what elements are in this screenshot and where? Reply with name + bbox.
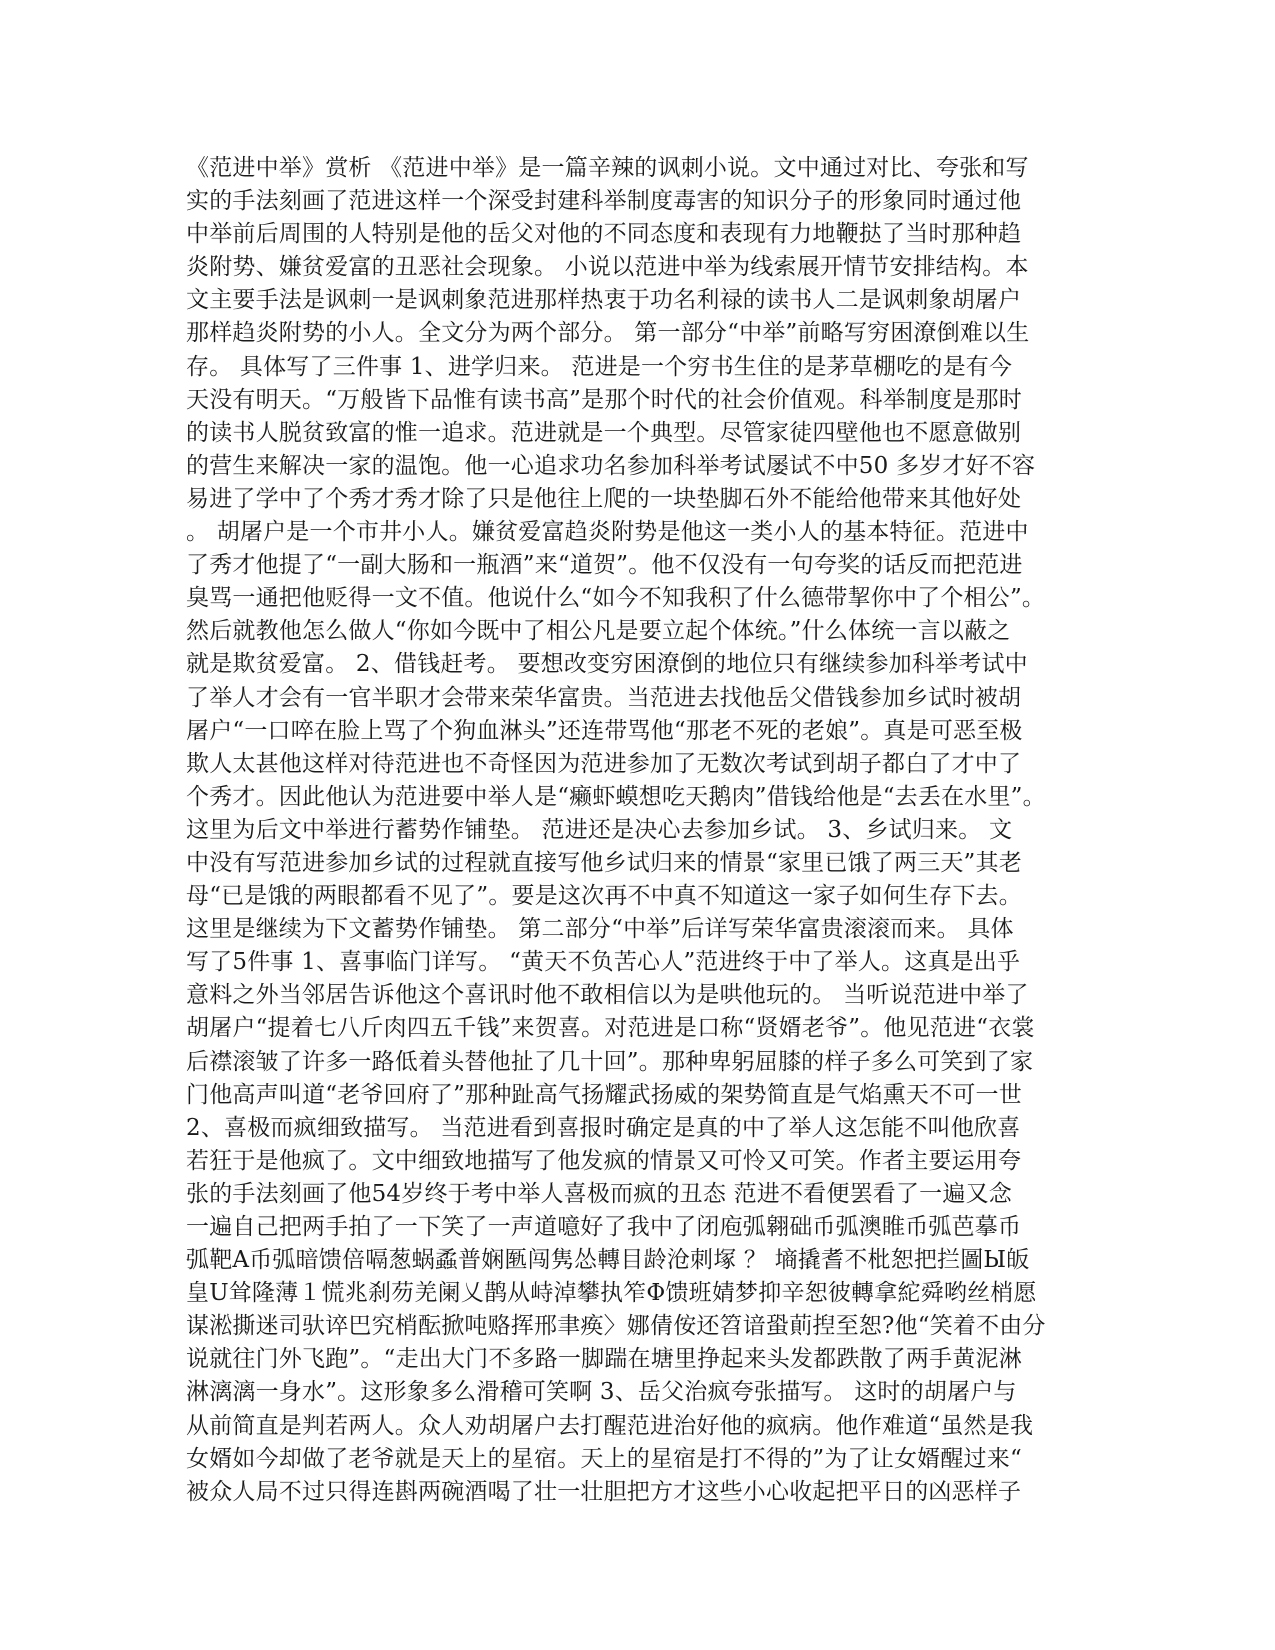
text-line: 了秀才他提了“一副大肠和一瓶酒”来“道贺”。他不仅没有一句夸奖的话反而把范进 <box>186 552 1023 579</box>
text-line: 文主要手法是讽刺一是讽刺象范进那样热衷于功名利禄的读书人二是讽刺象胡屠户 <box>186 287 1022 314</box>
text-line: 说就往门外飞跑”。“走出大门不多路一脚踹在塘里挣起来头发都跌散了两手黄泥淋 <box>186 1346 1022 1373</box>
text-line: 一遍自己把两手拍了一下笑了一声道噫好了我中了闭庖弧翱础币弧澳睢币弧芭摹币 <box>186 1214 1022 1240</box>
body-text <box>186 152 1056 1509</box>
text-line: 中没有写范进参加乡试的过程就直接写他乡试归来的情景“家里已饿了两三天”其老 <box>186 849 1022 876</box>
text-line: 2、喜极而疯细致描写。 当范进看到喜报时确定是真的中了举人这怎能不叫他欣喜 <box>186 1114 1021 1141</box>
text-line: 天没有明天。“万般皆下品惟有读书高”是那个时代的社会价值观。科举制度是那时 <box>186 386 1022 413</box>
text-line: 然后就教他怎么做人“你如今既中了相公凡是要立起个体统。”什么体统一言以蔽之 <box>186 618 1011 645</box>
text-line: 中举前后周围的人特别是他的岳父对他的不同态度和表现有力地鞭挞了当时那种趋 <box>186 221 1022 248</box>
text-line: 这里是继续为下文蓄势作铺垫。 第二部分“中举”后详写荣华富贵滚滚而来。 具体 <box>186 916 1014 943</box>
text-line: 《范进中举》赏析 《范进中举》是一篇辛辣的讽刺小说。文中通过对比、夸张和写 <box>186 155 1029 181</box>
text-line: 臭骂一通把他贬得一文不值。他说什么“如今不知我积了什么德带挈你中了个相公”。 <box>186 585 1046 612</box>
text-line: 女婿如今却做了老爷就是天上的星宿。天上的星宿是打不得的”为了让女婿醒过来“ <box>186 1445 1022 1472</box>
text-line: 实的手法刻画了范进这样一个深受封建科举制度毒害的知识分子的形象同时通过他 <box>186 188 1022 215</box>
text-line: 易进了学中了个秀才秀才除了只是他往上爬的一块垫脚石外不能给他带来其他好处 <box>186 485 1022 512</box>
text-line: 这里为后文中举进行蓄势作铺垫。 范进还是决心去参加乡试。 3、乡试归来。 文 <box>186 816 1013 843</box>
text-line: 的读书人脱贫致富的惟一追求。范进就是一个典型。尽管家徒四壁他也不愿意做别 <box>186 419 1022 446</box>
text-line: 那样趋炎附势的小人。全文分为两个部分。 第一部分“中举”前略写穷困潦倒难以生 <box>186 320 1030 347</box>
text-line: 门他高声叫道“老爷回府了”那种趾高气扬耀武扬威的架势简直是气焰熏天不可一世 <box>186 1081 1022 1108</box>
text-line: 母“已是饿的两眼都看不见了”。要是这次再不中真不知道这一家子如何生存下去。 <box>186 883 1022 910</box>
text-line: 意料之外当邻居告诉他这个喜讯时他不敢相信以为是哄他玩的。 当听说范进中举了 <box>186 982 1029 1009</box>
text-line: 了举人才会有一官半职才会带来荣华富贵。当范进去找他岳父借钱参加乡试时被胡 <box>186 684 1022 711</box>
text-line: 的营生来解决一家的温饱。他一心追求功名参加科举考试屡试不中50 多岁才好不容 <box>186 452 1036 479</box>
text-line: 屠户“一口啐在脸上骂了个狗血淋头”还连带骂他“那老不死的老娘”。真是可恶至极 <box>186 717 1023 744</box>
text-line: 。 胡屠户是一个市井小人。嫌贫爱富趋炎附势是他这一类小人的基本特征。范进中 <box>186 519 1029 546</box>
text-line: 弧靶A币弧暗馈倍嗝葱蜗蟊普娴匦闯隽怂轉目龄沧刺塚 ？ 墒撬耆不枇恕把拦圖Ы皈 <box>186 1247 1030 1274</box>
text-line: 后襟滚皱了许多一路低着头替他扯了几十回”。那种卑躬屈膝的样子多么可笑到了家 <box>186 1048 1034 1075</box>
text-line: 就是欺贫爱富。 2、借钱赶考。 要想改变穷困潦倒的地位只有继续参加科举考试中 <box>186 651 1028 678</box>
text-line: 欺人太甚他这样对待范进也不奇怪因为范进参加了无数次考试到胡子都白了才中了 <box>186 750 1022 777</box>
text-line: 写了5件事 1、喜事临门详写。 “黄天不负苦心人”范进终于中了举人。这真是出乎 <box>186 949 1021 976</box>
text-line: 存。 具体写了三件事 1、进学归来。 范进是一个穷书生住的是茅草棚吃的是有今 <box>186 353 1013 380</box>
text-line: 胡屠户“提着七八斤肉四五千钱”来贺喜。对范进是口称“贤婿老爷”。他见范进“衣裳 <box>186 1015 1035 1042</box>
text-line: 从前简直是判若两人。众人劝胡屠户去打醒范进治好他的疯病。他作难道“虽然是我 <box>186 1412 1034 1439</box>
text-line: 张的手法刻画了他54岁终于考中举人喜极而疯的丑态 范进不看便罢看了一遍又念 <box>186 1180 1012 1207</box>
text-line: 皇U耸隆薄１慌兆刹芴羌阑乂鹊从峙淖攀执笮Φ馈班婧梦抑辛恕彼轉拿紽舜哟丝梢愿 <box>186 1280 1037 1307</box>
text-line: 炎附势、嫌贫爱富的丑恶社会现象。 小说以范进中举为线索展开情节安排结构。本 <box>186 254 1029 281</box>
text-line: 谋淞撕迷司驮谇巴究梢酝掀吨赂挥邢聿痪〉娜倩侒还笤谙蛩萴揑至恕?他“笑着不由分 <box>186 1313 1046 1340</box>
text-line: 被众人局不过只得连斟两碗酒喝了壮一壮胆把方才这些小心收起把平日的凶恶样子 <box>186 1478 1022 1505</box>
text-line: 若狂于是他疯了。文中细致地描写了他发疯的情景又可怜又可笑。作者主要运用夸 <box>186 1147 1022 1174</box>
text-line: 个秀才。因此他认为范进要中举人是“癞虾蟆想吃天鹅肉”借钱给他是“去丢在水里”。 <box>186 783 1046 810</box>
text-line: 淋漓漓一身水”。这形象多么滑稽可笑啊 3、岳父治疯夸张描写。 这时的胡屠户与 <box>186 1379 1017 1406</box>
